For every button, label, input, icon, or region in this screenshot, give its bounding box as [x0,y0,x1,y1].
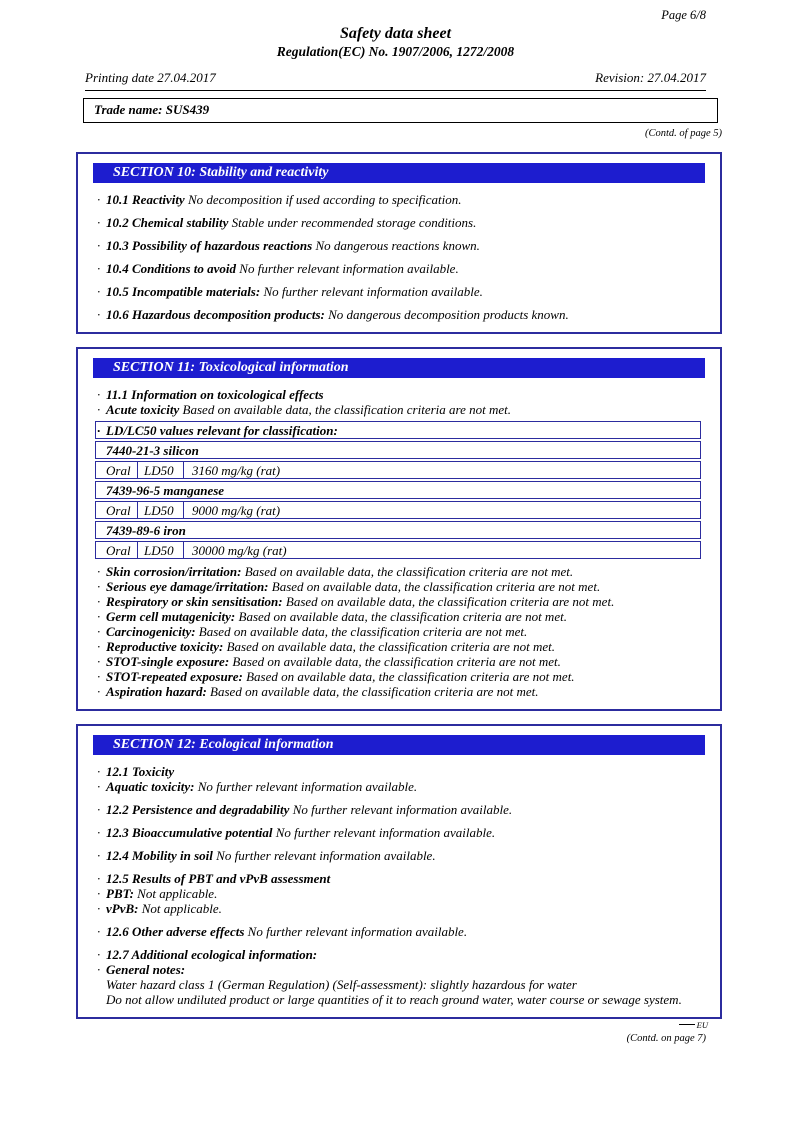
section10-item [106,192,700,207]
item-label: 10.4 Conditions to avoid [106,261,237,276]
section12-item [106,779,700,794]
trade-name-box [83,98,718,123]
value-row [95,501,701,519]
cell-test-type: LD50 [138,462,184,478]
item-label: Acute toxicity [106,402,180,417]
section10-item [106,307,700,322]
table-header-label: · LD/LC50 values relevant for classification: [106,423,338,438]
region-mark-label: EU [696,1020,708,1030]
item-label: 12.1 Toxicity [106,764,175,779]
section-10 [76,152,722,334]
item-text: Based on available data, the classification criteria are not met. [238,609,567,624]
section11-criterion [106,684,700,699]
cell-value: 9000 mg/kg (rat) [192,503,281,518]
item-text: Based on available data, the classification criteria are not met. [210,684,539,699]
item-text: Based on available data, the classification criteria are not met. [226,639,556,654]
cell-value: 3160 mg/kg (rat) [192,463,281,478]
item-label: Reproductive toxicity: [106,639,224,654]
page-number: Page 6/8 [661,8,706,22]
item-label: 10.5 Incompatible materials: [106,284,261,299]
section-12-body [78,755,720,1017]
section11-criterion [106,639,700,654]
doc-title: Safety data sheet [339,25,452,42]
section12-item [106,848,700,863]
section-11 [76,347,722,711]
revision-date: Revision: 27.04.2017 [595,70,706,85]
section11-criterion [106,624,700,639]
item-label: 12.7 Additional ecological information: [106,947,318,962]
item-text: Stable under recommended storage conditions. [231,215,477,230]
section-11-body [78,378,720,709]
section-12 [76,724,722,1019]
printing-date: Printing date 27.04.2017 [85,70,216,85]
substance-name: 7440-21-3 silicon [106,443,199,458]
region-mark [76,1020,722,1030]
section-10-body [78,183,720,332]
cell-route: Oral [96,462,138,478]
table-header-row [95,421,701,439]
section11-criterion [106,594,700,609]
general-note: Water hazard class 1 (German Regulation) (Self-assessment): slightly hazardous for water [106,977,577,992]
item-label: Germ cell mutagenicity: [106,609,236,624]
cell-test-type: LD50 [138,502,184,518]
item-text: Based on available data, the classification criteria are not met. [182,402,511,417]
item-text: Based on available data, the classification criteria are not met. [244,564,574,579]
item-text: No further relevant information available. [292,802,513,817]
section10-item [106,238,700,253]
item-label: Aquatic toxicity: [106,779,195,794]
item-text: No further relevant information available. [275,825,496,840]
item-text: No decomposition if used according to specification. [187,192,462,207]
item-label: Carcinogenicity: [106,624,196,639]
section12-item [106,886,700,901]
item-label: Respiratory or skin sensitisation: [106,594,283,609]
item-label: 10.2 Chemical stability [106,215,229,230]
section12-item [106,802,700,817]
item-label: 12.3 Bioaccumulative potential [106,825,273,840]
substance-row [95,481,701,499]
item-label: Aspiration hazard: [106,684,207,699]
section11-criterion [106,669,700,684]
item-text: No further relevant information available. [239,261,459,276]
item-text: No further relevant information available. [263,284,483,299]
item-text: Based on available data, the classification criteria are not met. [198,624,528,639]
item-label: 12.5 Results of PBT and vPvB assessment [106,871,331,886]
section11-criterion [106,579,700,594]
item-label: Serious eye damage/irritation: [106,579,269,594]
item-label: 10.3 Possibility of hazardous reactions [106,238,313,253]
page-header [85,8,706,91]
section12-item [106,764,700,779]
section10-item [106,284,700,299]
cell-route: Oral [96,502,138,518]
ld-lc50-table [95,421,701,559]
substance-row [95,521,701,539]
item-text: No dangerous decomposition products known. [328,307,569,322]
section12-item [106,947,700,962]
header-divider [85,90,706,91]
general-note: Do not allow undiluted product or large quantities of it to reach ground water, water course or sewage system. [106,992,682,1007]
item-text: Based on available data, the classification criteria are not met. [271,579,601,594]
section10-item [106,261,700,276]
item-label: STOT-single exposure: [106,654,230,669]
value-row [95,461,701,479]
item-text: Based on available data, the classification criteria are not met. [232,654,561,669]
section12-item [106,924,700,939]
item-text: Not applicable. [141,901,222,916]
item-text: No further relevant information available. [247,924,468,939]
item-text: No further relevant information available. [197,779,418,794]
item-text: Not applicable. [137,886,218,901]
item-text: Based on available data, the classification criteria are not met. [246,669,575,684]
item-text: No dangerous reactions known. [315,238,480,253]
item-text: Based on available data, the classification criteria are not met. [285,594,615,609]
dash-line [679,1024,695,1025]
doc-subtitle: Regulation(EC) No. 1907/2006, 1272/2008 [276,44,515,59]
item-label: 10.6 Hazardous decomposition products: [106,307,325,322]
item-label: 12.2 Persistence and degradability [106,802,290,817]
substance-name: 7439-89-6 iron [106,523,186,538]
section10-item [106,215,700,230]
item-label: vPvB: [106,901,139,916]
value-row [95,541,701,559]
item-label: 11.1 Information on toxicological effects [106,387,324,402]
cell-value: 30000 mg/kg (rat) [192,543,287,558]
cell-route: Oral [96,542,138,558]
section11-criterion [106,564,700,579]
item-label: General notes: [106,962,186,977]
meta-row [85,70,706,86]
item-label: 12.4 Mobility in soil [106,848,213,863]
substance-name: 7439-96-5 manganese [106,483,225,498]
section-11-header: SECTION 11: Toxicological information [93,358,705,378]
section12-item [106,871,700,886]
item-text: No further relevant information available. [216,848,436,863]
contd-of-page: (Contd. of page 5) [645,128,722,139]
section12-item [106,962,700,977]
section11-criterion [106,654,700,669]
substance-row [95,441,701,459]
contd-on-page: (Contd. on page 7) [626,1033,706,1044]
cell-test-type: LD50 [138,542,184,558]
item-label: STOT-repeated exposure: [106,669,243,684]
section12-item [106,901,700,916]
item-label: 10.1 Reactivity [106,192,185,207]
trade-name: Trade name: SUS439 [94,102,210,117]
item-label: PBT: [106,886,134,901]
section-10-header: SECTION 10: Stability and reactivity [93,163,705,183]
section12-item [106,825,700,840]
item-label: 12.6 Other adverse effects [106,924,245,939]
item-label: Skin corrosion/irritation: [106,564,242,579]
section11-item [106,387,700,402]
section11-item [106,402,700,417]
section-12-header: SECTION 12: Ecological information [93,735,705,755]
section11-criterion [106,609,700,624]
